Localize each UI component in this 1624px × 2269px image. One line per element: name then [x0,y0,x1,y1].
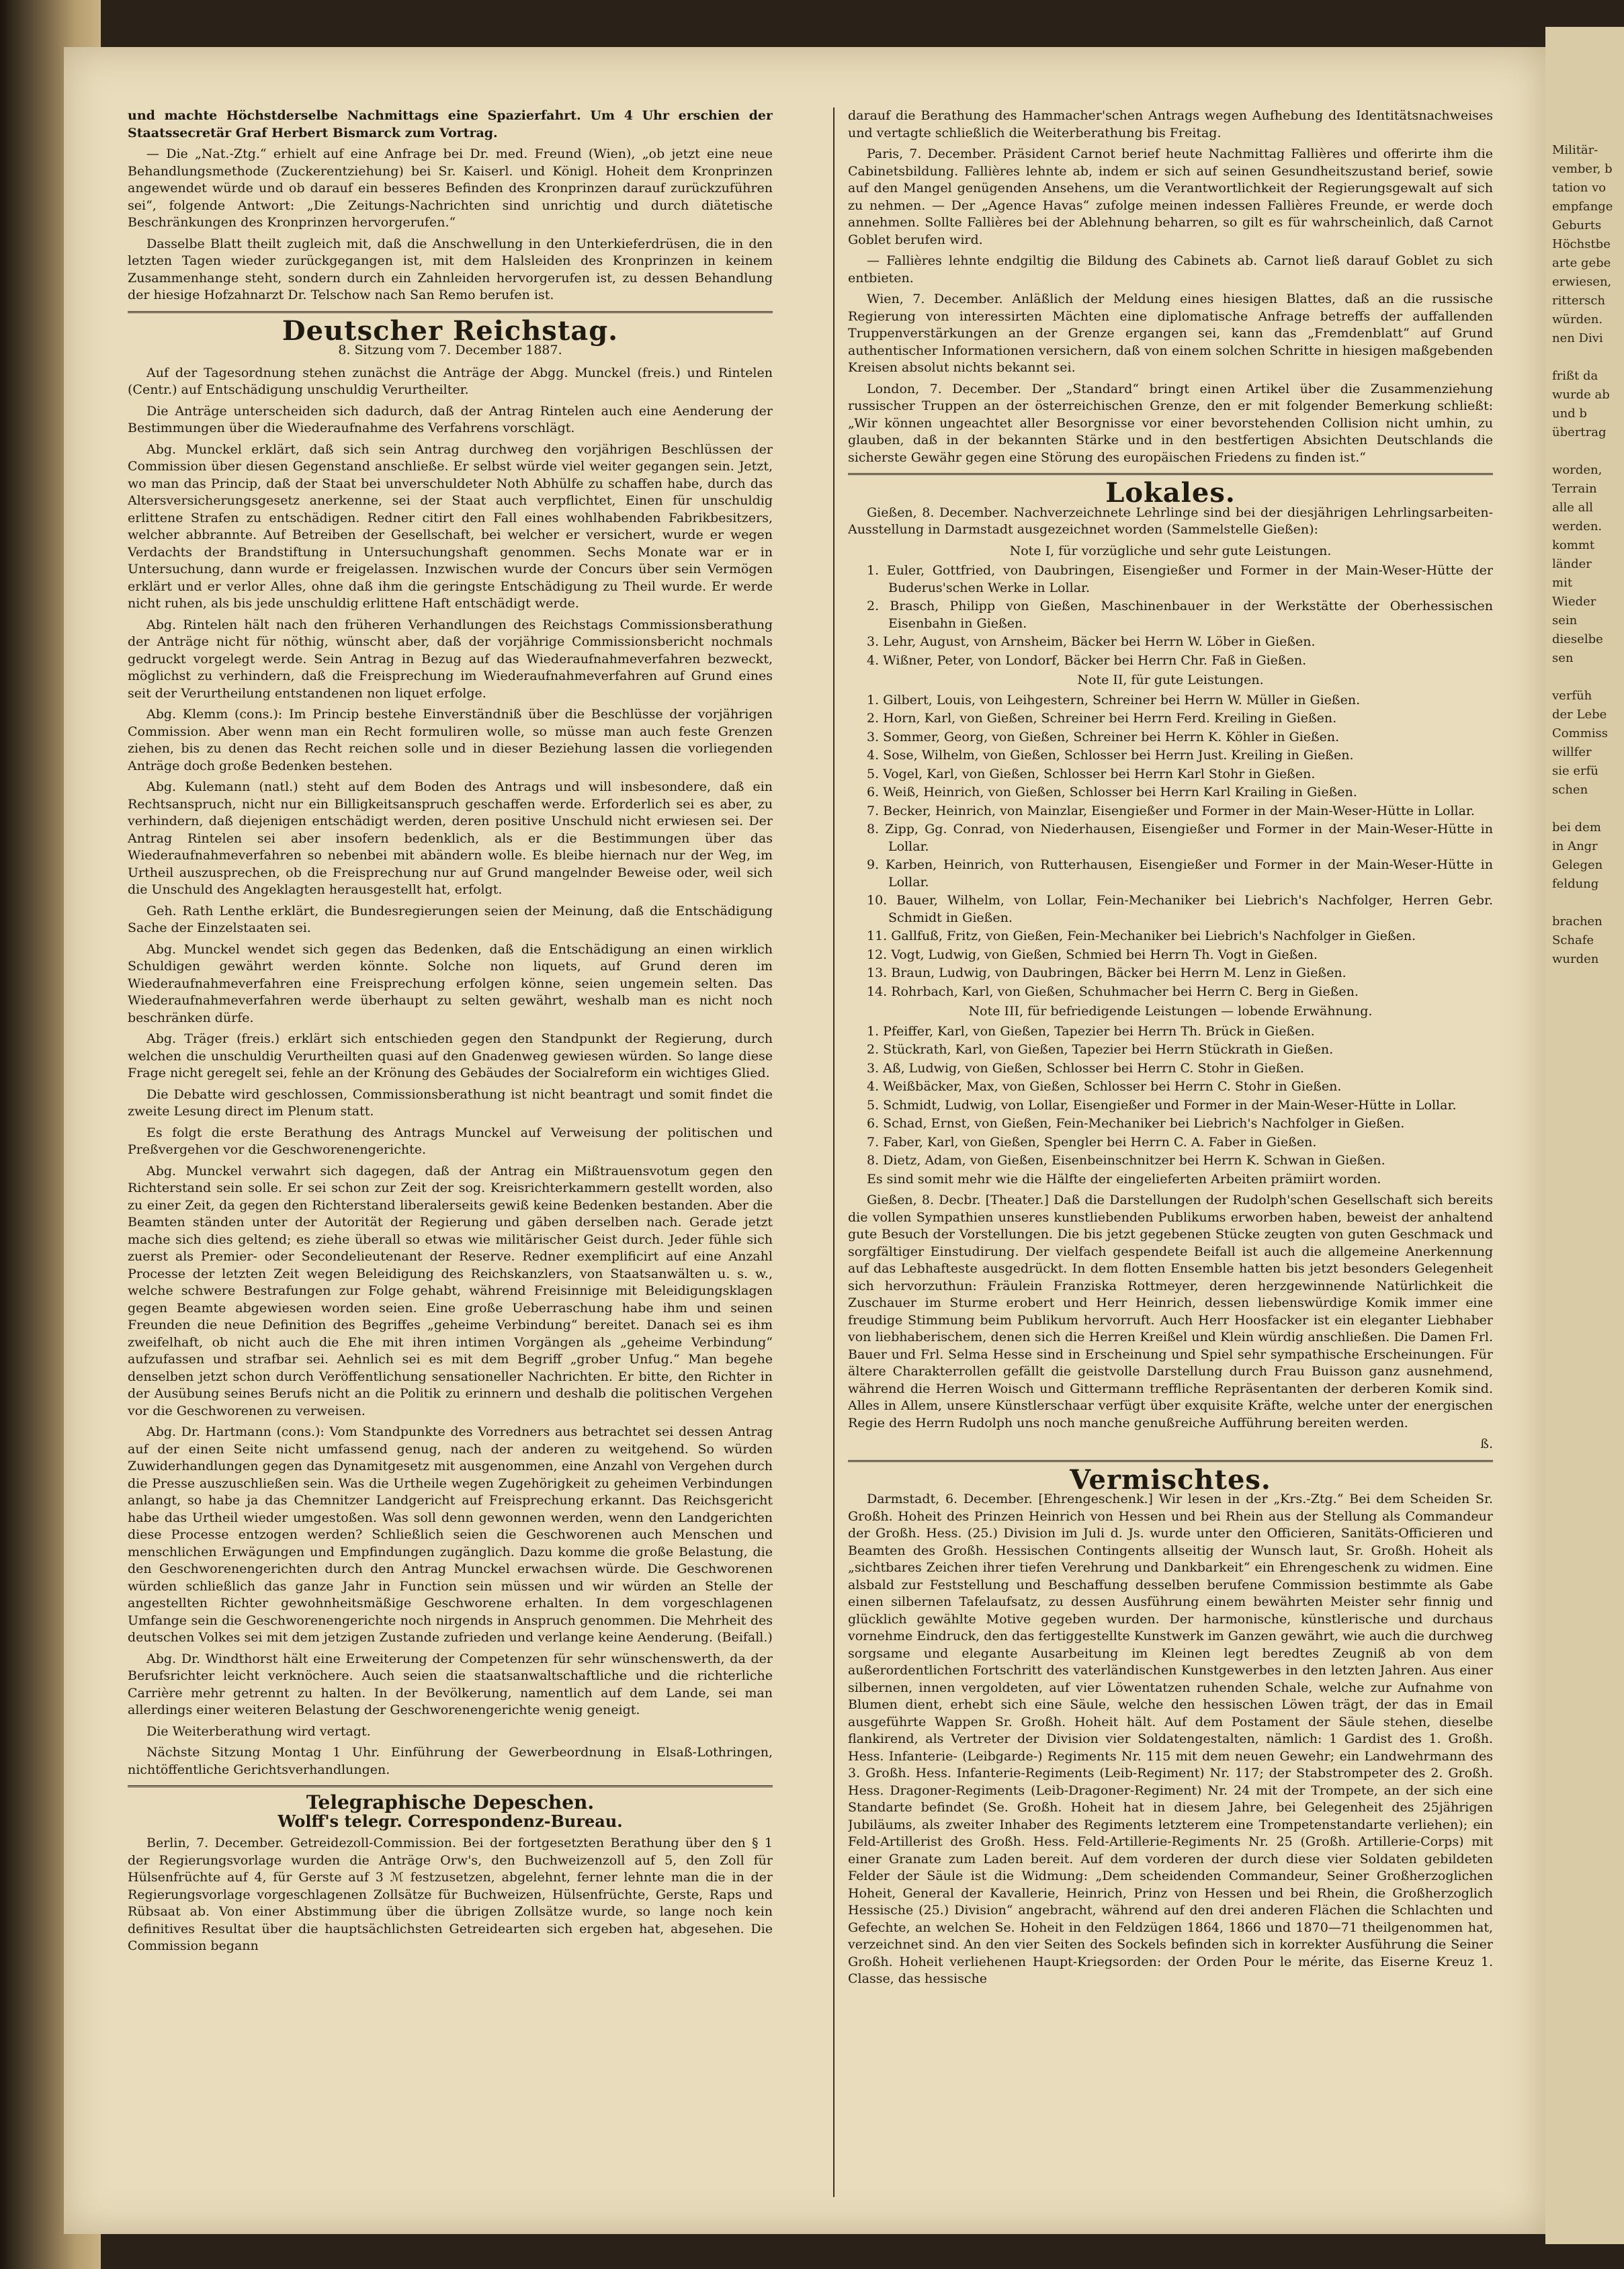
reichstag-paragraph: Die Weiterberathung wird vertagt. [146,1723,371,1739]
list-item: 4. Wißner, Peter, von Londorf, Bäcker bei Herrn Chr. Faß in Gießen. [867,652,1307,668]
reichstag-paragraph: Abg. Dr. Hartmann (cons.): Vom Standpunkte des Vorredners aus betrachtet sei dessen Antrag auf der einen Seite nicht umfassend genug, nach der anderen zu weitgehend. So würden Zuwiderhandlungen gegen das Dynamitgesetz mit ausgenommen, eine Anzahl von Vergehen durch die Presse auszuschließen sein. Was die Urtheile wegen Zugehörigkeit zu geheimen Verbindungen anlangt, so habe ja das Chemnitzer Landgericht auf Freisprechung erkannt. Das Reichsgericht habe das Urtheil wieder umgestoßen. Was soll denn gewonnen werden, wenn den Landgerichten diese Processe entzogen werden? Schließlich seien die Geschworenen auch Menschen und menschlichen Erwägungen und Empfindungen zugänglich. Dazu komme die große Belastung, die den Geschworenengerichten durch den Antrag Munckel erwachsen würde. Die Geschworenen würden schließlich das ganze Jahr in Function sein müssen und wir würden an Stelle der angestellten Richter gewohnheitsmäßige Geschworene erhalten. In dem vorgeschlagenen Umfange sein die Geschworenengerichte noch nirgends in Anspruch genommen. Die Mehrheit des deutschen Volkes sei mit dem jetzigen Zustande zufrieden und verlange keine Aenderung. (Beifall.) [128,1424,773,1645]
reichstag-paragraph: Auf der Tagesordnung stehen zunächst die Anträge der Abgg. Munckel (freis.) und Rintelen (Centr.) auf Entschädigung unschuldig Verurtheilter. [128,365,773,397]
list-item: 8. Zipp, Gg. Conrad, von Niederhausen, Eisengießer und Former in der Main-Weser-Hütte in Lollar. [867,822,1493,854]
note-heading: Note III, für befriedigende Leistungen — lobende Erwähnung. [968,1004,1373,1019]
vermischtes-title: Vermischtes. [1070,1463,1271,1496]
list-item: 13. Braun, Ludwig, von Daubringen, Bäcker bei Herrn M. Lenz in Gießen. [867,966,1347,980]
list-item: 10. Bauer, Wilhelm, von Lollar, Fein-Mechaniker bei Liebrich's Nachfolger, Herren Gebr. Schmidt in Gießen. [867,893,1493,925]
reichstag-paragraph: Abg. Munckel verwahrt sich dagegen, daß der Antrag ein Mißtrauensvotum gegen den Richterstand sein solle. Er sei schon zur Zeit der sog. Kreisrichterkammern gestellt worden, also zu einer Zeit, da gegen den Richterstand liberalerseits gewiß keine Bedenken bestanden. Aber die Beamten ständen unter der Autorität der Regierung und gäben derselben nach. Gerade jetzt mache sich dies geltend; es ziehe überall so etwas wie militärischer Geist durch. Jeder fühle sich zuerst als Premier- oder Secondelieutenant der Reserve. Redner exemplificirt auf eine Anzahl Processe der letzten Zeit wegen Beleidigung des Reichskanzlers, von Staatsanwälten u. s. w., welche schwere Bestrafungen zur Folge gehabt, während Freisinnige mit Beleidigungsklagen gegen Beamte abgewiesen worden seien. Eine große Ueberraschung habe ihm und seinen Freunden die neue Definition des Begriffes „geheime Verbindung“ bereitet. Danach sei es ihm zweifelhaft, ob nicht auch die Ehe mit ihren intimen Vorgängen als „geheime Verbindung“ aufzufassen und strafbar sei. Aehnlich sei es mit dem Begriff „grober Unfug.“ Man begehe denselben jetzt schon durch Veröffentlichung sensationeller Nachrichten. Er bitte, den Richter in der Ausübung seines Berufs nicht an die Politik zu erinnern und deshalb die politischen Vergehen vor die Geschworenen zu verweisen. [128,1163,773,1418]
reichstag-paragraph: Abg. Kulemann (natl.) steht auf dem Boden des Antrags und will insbesondere, daß ein Rechtsanspruch, nicht nur ein Billigkeitsanspruch geschaffen werde. Erforderlich sei es aber, zu verhindern, daß diejenigen entschädigt werden, deren positive Unschuld nicht erwiesen sei. Der Antrag Rintelen sei aber insofern bedenklich, als er die Bestimmungen über das Wiederaufnahmeverfahren so nebenbei mit abändern wolle. Es bleibe hiernach nur der Weg, im Urtheil auszusprechen, ob die Freisprechung nur auf Grund mangelnder Beweise oder, weil sich die Unschuld des Angeklagten herausgestellt hat, erfolgt. [128,779,773,897]
reichstag-paragraph: Nächste Sitzung Montag 1 Uhr. Einführung der Gewerbeordnung in Elsaß-Lothringen, nichtöffentliche Gerichtsverhandlungen. [128,1745,773,1777]
lokales-title: Lokales. [1105,477,1236,509]
theater-signature: ß. [1480,1437,1493,1451]
intro-paragraph-3: Dasselbe Blatt theilt zugleich mit, daß die Anschwellung in den Unterkieferdrüsen, die in den letzten Tagen wieder zurückgegangen ist, mit dem Halsleiden des Kronprinzen in keinem Zusammenhange steht, sondern durch ein Zahnleiden hervorgerufen ist, zu dessen Behandlung der hiesige Hofzahnarzt Dr. Telschow nach San Remo berufen ist. [128,236,773,302]
reichstag-paragraph: Abg. Klemm (cons.): Im Princip bestehe Einverständniß über die Beschlüsse der vorjährigen Commission. Aber wenn man ein Recht formuliren wolle, so müsse man auch feste Grenzen ziehen, bis zu denen das Recht reichen solle und in dieser Beziehung lassen die vorliegenden Anträge doch große Bedenken bestehen. [128,707,773,773]
reichstag-paragraph: Abg. Träger (freis.) erklärt sich entschieden gegen den Standpunkt der Regierung, durch welchen die unschuldig Verurtheilten quasi auf den Gnadenweg gewiesen würden. So lange diese Frage nicht geregelt sei, fehle an der Krönung des Gebäudes der Socialreform ein wichtiges Glied. [128,1031,773,1080]
reichstag-paragraph: Es folgt die erste Berathung des Antrags Munckel auf Verweisung der politischen und Preßvergehen vor die Geschworenengerichte. [128,1125,773,1157]
reichstag-paragraph: Die Debatte wird geschlossen, Commissionsberathung ist nicht beantragt und somit findet die zweite Lesung direct im Plenum statt. [128,1086,773,1119]
adjacent-page-fragment [1545,27,1624,2244]
telegraph-title: Telegraphische Depeschen. [306,1791,595,1813]
list-item: 6. Weiß, Heinrich, von Gießen, Schlosser bei Herrn Karl Krailing in Gießen. [867,785,1357,800]
column-divider [833,108,835,2197]
reichstag-paragraph: Abg. Rintelen hält nach den früheren Verhandlungen des Reichstags Commissionsberathung der Anträge nicht für nöthig, wünscht aber, daß der vorjährige Commissionsbericht nochmals gedruckt vorgelegt werde. Sein Antrag in Bezug auf das Wiederaufnahmeverfahren bezweckt, möglichst zu verhindern, daß die Freisprechung im Wiederaufnahmeverfahren auf Grund eines seit der Verurtheilung entstandenen non liquet erfolge. [128,617,773,701]
telegraph-paragraph: Paris, 7. December. Präsident Carnot berief heute Nachmittag Fallières und offerirte ihm die Cabinetsbildung. Fallières lehnte ab, indem er sich auf seinen Gesundheitszustand berief, sowie auf den Mangel genügenden Ansehens, um die Verantwortlichkeit der Regierungsgewalt auf sich zu nehmen. — Der „Agence Havas“ zufolge meinen indessen Fallières Freunde, er werde doch annehmen. Sollte Fallières bei der Ablehnung beharren, so gilt es für wahrscheinlich, daß Carnot Goblet berufen wird. [848,146,1493,247]
list-item: 3. Aß, Ludwig, von Gießen, Schlosser bei Herrn C. Stohr in Gießen. [867,1060,1304,1076]
telegraph-paragraph: Wien, 7. December. Anläßlich der Meldung eines hiesigen Blattes, daß an die russische Regierung von interessirten Mächten eine diplomatische Anfrage betreffs der auffallenden Truppenverstärkungen an der Grenze ergangen sei, kann das „Fremdenblatt“ auf Grund authentischer Informationen versichern, daß von einem solchen Schritte in hiesigen maßgebenden Kreisen absolut nichts bekannt sei. [848,292,1493,375]
reichstag-subtitle: 8. Sitzung vom 7. December 1887. [338,343,562,357]
telegraph-paragraph: — Fallières lehnte endgiltig die Bildung des Cabinets ab. Carnot ließ darauf Goblet zu sich entbieten. [848,253,1493,286]
section-rule [128,1785,773,1787]
left-column [128,108,773,2190]
list-item: 2. Horn, Karl, von Gießen, Schreiner bei Herrn Ferd. Kreiling in Gießen. [867,711,1337,726]
list-item: 2. Brasch, Philipp von Gießen, Maschinenbauer in der Werkstätte der Oberhessischen Eisenbahn in Gießen. [867,599,1493,631]
theater-paragraph: Gießen, 8. Decbr. [Theater.] Daß die Darstellungen der Rudolph'schen Gesellschaft sich bereits die vollen Sympathien unseres kunstliebenden Publikums erworben haben, beweist der anhaltend gute Besuch der Vorstellungen. Die bis jetzt gegebenen Stücke zeugten von guten Geschmack und sorgfältiger Einstudirung. Der vielfach gespendete Beifall ist auch die allgemeine Anerkennung auf das Lebhafteste ausgedrückt. In dem flotten Ensemble hatten bis jetzt besonders Gelegenheit sich hervorzuthun: Fräulein Franziska Rottmeyer, deren herzgewinnende Natürlichkeit die Zuschauer im Sturme erobert und Herr Heinrich, dessen liebenswürdige Komik immer eine freudige Stimmung beim Publikum hervorruft. Auch Herr Hoosfacker ist ein eleganter Liebhaber von liebhaberischem, denen sich die Herren Kreißel und Klein würdig anschließen. Die Damen Frl. Bauer und Frl. Selma Hesse sind in Erscheinung und Spiel sehr sympathische Erscheinungen. Für ältere Charakterrollen gefällt die geistvolle Darstellung durch Frau Buisson ganz ausnehmend, während die Herren Woisch und Gittermann treffliche Repräsentanten der derberen Komik sind. Alles in Allem, unsere Künstlerschaar verfügt über exquisite Kräfte, welche unter der energischen Regie des Herrn Rudolph uns noch manche genußreiche Aufführung bereiten werden. [848,1193,1493,1430]
lokales-intro: Gießen, 8. December. Nachverzeichnete Lehrlinge sind bei der diesjährigen Lehrlingsarbeiten-Ausstellung in Darmstadt ausgezeichnet worden (Sammelstelle Gießen): [848,505,1493,537]
intro-paragraph-2: — Die „Nat.-Ztg.“ erhielt auf eine Anfrage bei Dr. med. Freund (Wien), „ob jetzt eine neue Behandlungsmethode (Zuckerentziehung) bei Sr. Kaiserl. und Königl. Hoheit dem Kronprinzen angewendet würde und ob darauf ein besseres Befinden des Kronprinzen darauf zurückzuführen sei“, folgende Antwort: „Die Zeitungs-Nachrichten sind unrichtig und durch diätetische Beschränkungen des Kronprinzen hervorgerufen.“ [128,146,773,230]
section-rule [848,1460,1493,1462]
list-item: 11. Gallfuß, Fritz, von Gießen, Fein-Mechaniker bei Liebrich's Nachfolger in Gießen. [867,929,1416,943]
list-item: 9. Karben, Heinrich, von Rutterhausen, Eisengießer und Former in der Main-Weser-Hütte in Lollar. [867,857,1493,890]
telegraph-subtitle: Wolff's telegr. Correspondenz-Bureau. [277,1811,623,1831]
list-item: 1. Pfeiffer, Karl, von Gießen, Tapezier bei Herrn Th. Brück in Gießen. [867,1023,1315,1039]
list-item: 5. Schmidt, Ludwig, von Lollar, Eisengießer und Former in der Main-Weser-Hütte in Lollar. [867,1097,1457,1113]
list-item: 12. Vogt, Ludwig, von Gießen, Schmied bei Herrn Th. Vogt in Gießen. [867,947,1318,962]
list-item: 8. Dietz, Adam, von Gießen, Eisenbeinschnitzer bei Herrn K. Schwan in Gießen. [867,1153,1385,1168]
section-rule [848,473,1493,475]
list-item: 14. Rohrbach, Karl, von Gießen, Schuhmacher bei Herrn C. Berg in Gießen. [867,984,1359,999]
reichstag-paragraph: Geh. Rath Lenthe erklärt, die Bundesregierungen seien der Meinung, daß die Entschädigung Sache der Einzelstaaten sei. [128,903,773,935]
list-item: 1. Gilbert, Louis, von Leihgestern, Schreiner bei Herrn W. Müller in Gießen. [867,692,1361,708]
list-item: 6. Schad, Ernst, von Gießen, Fein-Mechaniker bei Liebrich's Nachfolger in Gießen. [867,1116,1405,1131]
list-item: 3. Sommer, Georg, von Gießen, Schreiner bei Herrn K. Köhler in Gießen. [867,729,1340,744]
vermischtes-paragraph: Darmstadt, 6. December. [Ehrengeschenk.] Wir lesen in der „Krs.-Ztg.“ Bei dem Scheiden Sr. Großh. Hoheit des Prinzen Heinrich von Hessen und bei Rhein aus der Stellung als Commandeur der Großh. Hess. (25.) Division im Juli d. Js. wurde unter den Officieren, Sanitäts-Officieren und Beamten des Großh. Hessischen Contingents allseitig der Wunsch laut, Sr. Großh. Hoheit als „sichtbares Zeichen ihrer tiefen Verehrung und Dankbarkeit“ ein Ehrengeschenk zu widmen. Eine alsbald zur Feststellung und Beschaffung desselben berufene Commission bestimmte als Gabe einen silbernen Tafelaufsatz, zu dessen Ausführung einem bewährten Meister sehr finnig und glücklich gewählte Motive gegeben wurden. Der harmonische, künstlerische und durchaus vornehme Eindruck, den das fertiggestellte Kunstwerk im Ganzen gewährt, wie auch die durchweg sorgsame und elegante Ausarbeitung im Kleinen legt beredtes Zeugniß ab von dem außerordentlichen Fortschritt des vaterländischen Kunstgewerbes in den letzten Jahren. Aus einer silbernen, innen vergoldeten, auf vier Löwentatzen ruhenden Schale, welche zur Aufnahme von Blumen dient, erhebt sich eine Säule, welche den hessischen Löwen trägt, der das in Email ausgeführte Wappen Sr. Großh. Hoheit hält. Auf dem Postament der Säule stehen, dieselbe flankirend, als Vertreter der Division vier Soldatengestalten, nämlich: 1 Gardist des 1. Großh. Hess. Infanterie- (Leibgarde-) Regiments Nr. 115 mit dem neuen Gewehr; ein Landwehrmann des 3. Großh. Hess. Infanterie-Regiments (Leib-Regiment) Nr. 117; der Stabstrompeter des 2. Großh. Hess. Dragoner-Regiments (Leib-Dragoner-Regiment) Nr. 24 mit der Trompete, an der sich eine Standarte befindet (Se. Großh. Hoheit hat in diesem Jahre, bei Gelegenheit des 25jährigen Jubiläums, als zweiter Inhaber des Regiments letzterem eine Trompetenstandarte verliehen); ein Feld-Artillerist des Großh. Hess. Feld-Artillerie-Regiments Nr. 25 (Großh. Artillerie-Corps) mit einer Granate zum Laden bereit. Auf dem vorderen der durch diese vier Soldaten gebildeten Felder der Säule ist die Widmung: „Dem scheidenden Commandeur, Seiner Großherzoglichen Hoheit, General der Kavallerie, Heinrich, Prinz von Hessen und bei Rhein, die Großherzoglich Hessische (25.) Division“ angebracht, während auf den drei anderen Flächen die Schlachten und Gefechte, an welchen Se. Hoheit in den Feldzügen 1864, 1866 und 1870—71 theilgenommen hat, verzeichnet sind. An den vier Seiten des Sockels befinden sich in korrekter Ausführung die Seiner Großh. Hoheit verliehenen Haupt-Kriegsorden: der Orden Pour le mérite, das Eiserne Kreuz 1. Classe, das hessische [848,1492,1493,1986]
telegraph-paragraph: London, 7. December. Der „Standard“ bringt einen Artikel über die Zusammenziehung russischer Truppen an der österreichischen Grenze, den er mit folgender Bemerkung schließt: „Wir können ungeachtet aller Besorgnisse vor einer bevorstehenden Collision nicht umhin, zu glauben, daß in der bekannten Stärke und in den bestfertigen Absichten Deutschlands die sicherste Gewähr gegen eine Störung des europäischen Friedens zu finden ist.“ [848,381,1493,465]
reichstag-paragraph: Abg. Munckel erklärt, daß sich sein Antrag durchweg den vorjährigen Beschlüssen der Commission über diesen Gegenstand anschließe. Er selbst würde viel weiter gegangen sein. Jetzt, wo man das Princip, daß der Staat bei unverschuldeter Noth Abhülfe zu schaffen habe, durch das Altersversicherungsgesetz anerkenne, sei der Staat auch verpflichtet, Einen für unschuldig erlittene Strafen zu entschädigen. Redner citirt den Fall eines wohlhabenden Fabrikbesitzers, welcher abbrannte. Auf Betreiben der Gesellschaft, bei welcher er versichert, wurde er wegen Verdachts der Brandstiftung in Untersuchungshaft genommen. Sechs Monate war er in Untersuchung, dann wurde er freigelassen. Inzwischen wurde der Concurs über sein Vermögen erklärt und er verlor Alles, ohne daß ihm die geringste Entschädigung zu Theil wurde. Er werde nicht ruhen, als bis jede unschuldig erlittene Haft entschädigt werde. [128,441,773,611]
list-item: 1. Euler, Gottfried, von Daubringen, Eisengießer und Former in der Main-Weser-Hütte der Buderus'schen Werke in Lollar. [867,563,1493,595]
list-item: 4. Weißbäcker, Max, von Gießen, Schlosser bei Herrn C. Stohr in Gießen. [867,1079,1342,1094]
list-item: 5. Vogel, Karl, von Gießen, Schlosser bei Herrn Karl Stohr in Gießen. [867,766,1316,781]
list-item: 7. Faber, Karl, von Gießen, Spengler bei Herrn C. A. Faber in Gießen. [867,1134,1317,1150]
intro-paragraph-1: und machte Höchstderselbe Nachmittags eine Spazierfahrt. Um 4 Uhr erschien der Staatssecretär Graf Herbert Bismarck zum Vortrag. [128,108,773,140]
reichstag-paragraph: Abg. Dr. Windthorst hält eine Erweiterung der Competenzen für sehr wünschenswerth, da der Berufsrichter leicht verknöchere. Auch seien die staatsanwaltschaftliche und die richterliche Carrière mehr getrennt zu halten. In der Bevölkerung, namentlich auf dem Lande, sei man allerdings einer weiteren Belastung der Geschworenengerichte wenig geneigt. [128,1651,773,1717]
lokales-outro: Es sind somit mehr wie die Hälfte der eingelieferten Arbeiten prämiirt worden. [867,1171,1381,1187]
note-heading: Note I, für vorzügliche und sehr gute Leistungen. [1009,543,1332,558]
list-item: 2. Stückrath, Karl, von Gießen, Tapezier bei Herrn Stückrath in Gießen. [867,1042,1334,1057]
telegraph-paragraph: darauf die Berathung des Hammacher'schen Antrags wegen Aufhebung des Identitätsnachweises und vertagte schließlich die Weiterberathung bis Freitag. [848,108,1493,140]
right-column [848,108,1493,2204]
section-rule [128,311,773,313]
list-item: 3. Lehr, August, von Arnsheim, Bäcker bei Herrn W. Löber in Gießen. [867,634,1316,649]
adjacent-page-text: Militär- vember, b tation vo empfange Geburts Höchstbe arte gebe erwiesen, rittersch würden. nen Divi frißt da wurde ab und b übertrag worden, Terrain alle all werden. kommt länder mit Wieder sein dieselbe sen verfüh der Lebe Commiss willfer sie erfü schen bei dem in Angr Gelegen feldung brachen Schafe wurden [1552,143,1613,966]
reichstag-paragraph: Abg. Munckel wendet sich gegen das Bedenken, daß die Entschädigung an einen wirklich Schuldigen gewährt werden könnte. Solche non liquets, auf Grund deren im Wiederaufnahmeverfahren eine Freisprechung erfolgen könne, seien ungemein selten. Das Wiederaufnahmeverfahren werde überhaupt zu selten gewährt, weshalb man es nicht noch beschränken dürfe. [128,941,773,1025]
note-heading: Note II, für gute Leistungen. [1077,673,1264,687]
list-item: 7. Becker, Heinrich, von Mainzlar, Eisengießer und Former in der Main-Weser-Hütte in Lollar. [867,803,1475,818]
telegraph-paragraph: Berlin, 7. December. Getreidezoll-Commission. Bei der fortgesetzten Berathung über den § 1 der Regierungsvorlage wurden die Anträge Orw's, den Buchweizenzoll auf 5, den Zoll für Hülsenfrüchte auf 4, für Gerste auf 3 ℳ festzusetzen, abgelehnt, ferner lehnte man die in der Regierungsvorlage vorgeschlagenen Zollsätze für Buchweizen, Hülsenfrüchte, Gerste, Raps und Rübsaat ab. Von einer Abstimmung über die übrigen Zollsätze wurde, so lange noch kein definitives Resultat über die hauptsächlichsten Getreidearten sich ergeben hat, abgesehen. Die Commission begann [128,1836,773,1953]
reichstag-paragraph: Die Anträge unterscheiden sich dadurch, daß der Antrag Rintelen auch eine Aenderung der Bestimmungen über die Wiederaufnahme des Verfahrens vorschlägt. [128,403,773,435]
list-item: 4. Sose, Wilhelm, von Gießen, Schlosser bei Herrn Just. Kreiling in Gießen. [867,748,1354,763]
reichstag-title: Deutscher Reichstag. [282,314,619,347]
